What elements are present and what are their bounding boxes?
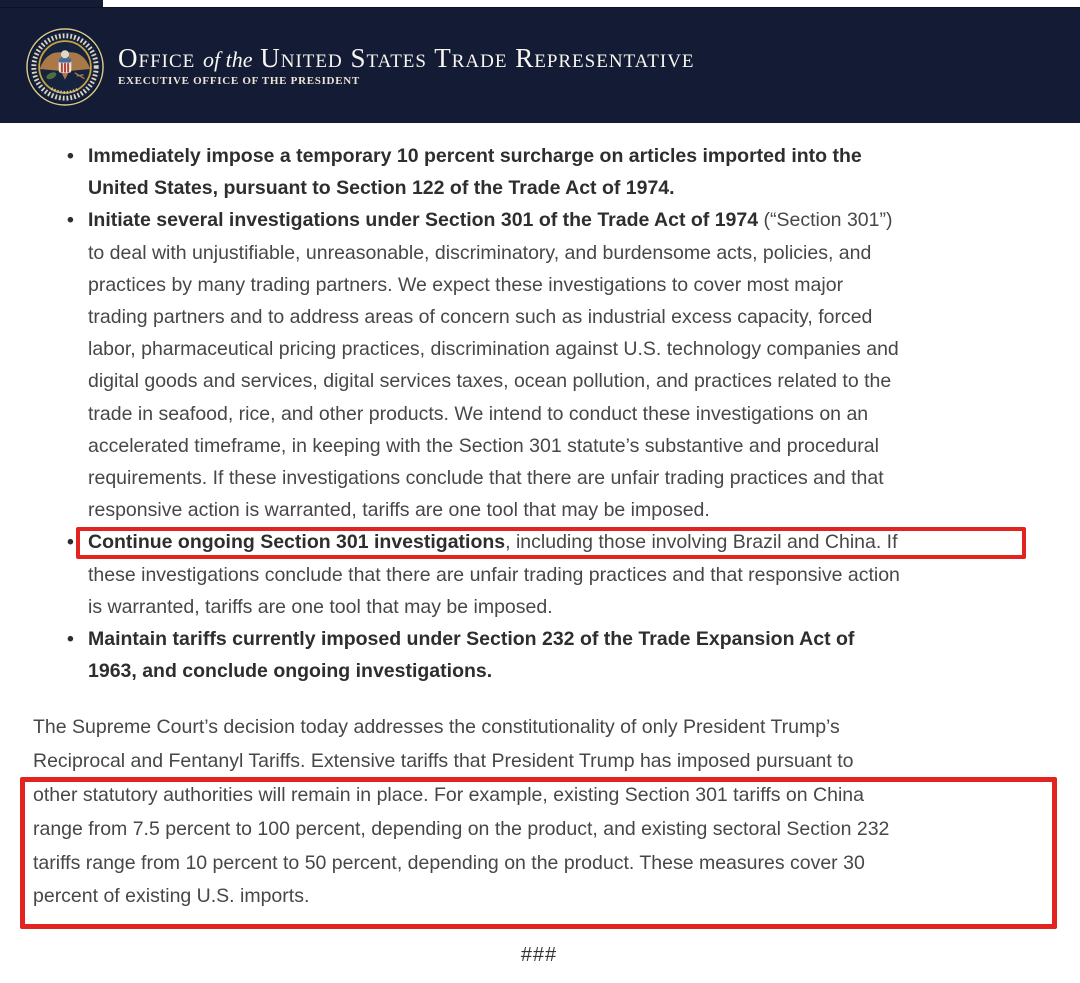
lead-rest: , including those involving Brazil and China. If xyxy=(505,531,898,554)
text-line: trade in seafood, rice, and other products. We intend to conduct these investigations on an xyxy=(88,402,869,425)
text-line: The Supreme Court’s decision today addresses the constitutionality of only President Trump’s xyxy=(33,716,840,739)
bullet-list xyxy=(88,140,1046,687)
lead-rest: (“Section 301”) xyxy=(758,209,893,232)
bullet-continue-investigations xyxy=(88,526,1046,623)
text-line: 1963, and conclude ongoing investigations. xyxy=(88,660,493,683)
text-line-highlighted: other statutory authorities will remain in place. For example, existing Section 301 tariffs on China xyxy=(33,784,864,807)
text-line-highlighted xyxy=(88,526,1046,558)
text-line: is warranted, tariffs are one tool that may be imposed. xyxy=(88,595,553,618)
text-line: these investigations conclude that there are unfair trading practices and that responsive action xyxy=(88,563,900,586)
text-line xyxy=(88,204,1046,236)
text-line: requirements. If these investigations conclude that there are unfair trading practices and that xyxy=(88,467,884,490)
bullet-maintain-tariffs xyxy=(88,623,1046,687)
text-line: accelerated timeframe, in keeping with the Section 301 statute’s substantive and procedural xyxy=(88,434,879,457)
text-line: responsive action is warranted, tariffs are one tool that may be imposed. xyxy=(88,499,710,522)
agency-title-of-the: of the xyxy=(203,46,253,72)
text-line: to deal with unjustifiable, unreasonable, discriminatory, and burdensome acts, policies, and xyxy=(88,241,872,264)
text-line: digital goods and services, digital services taxes, ocean pollution, and practices related to the xyxy=(88,370,892,393)
end-mark: ### xyxy=(520,944,558,967)
ustr-masthead xyxy=(0,7,1080,123)
text-line-highlighted: percent of existing U.S. imports. xyxy=(33,885,310,908)
agency-title xyxy=(118,44,695,74)
bold-lead: Initiate several investigations under Section 301 of the Trade Act of 1974 xyxy=(88,209,759,232)
ustr-seal-icon xyxy=(26,28,104,106)
text-line-highlighted: range from 7.5 percent to 100 percent, depending on the product, and existing sectoral Section 232 xyxy=(33,817,890,840)
agency-title-office: Office xyxy=(118,42,196,73)
masthead-text xyxy=(118,44,695,88)
bold-lead: Continue ongoing Section 301 investigations xyxy=(88,531,506,554)
text-line: labor, pharmaceutical pricing practices, discrimination against U.S. technology companies and xyxy=(88,338,899,361)
text-line: United States, pursuant to Section 122 of the Trade Act of 1974. xyxy=(88,177,675,200)
text-line: Reciprocal and Fentanyl Tariffs. Extensive tariffs that President Trump has imposed pursuant to xyxy=(33,750,854,773)
bullet-surcharge xyxy=(88,140,1046,204)
text-line: practices by many trading partners. We expect these investigations to cover most major xyxy=(88,273,844,296)
top-strip xyxy=(0,0,1080,7)
top-left-notch xyxy=(0,0,103,7)
agency-title-rest: United States Trade Representative xyxy=(260,42,695,73)
agency-subtitle: EXECUTIVE OFFICE OF THE PRESIDENT xyxy=(118,75,360,88)
closing-paragraph xyxy=(33,711,1047,914)
text-line-highlighted: tariffs range from 10 percent to 50 percent, depending on the product. These measures cover 30 xyxy=(33,851,865,874)
text-line: • Maintain tariffs currently imposed under Section 232 of the Trade Expansion Act of xyxy=(88,628,855,651)
document-body xyxy=(0,123,1080,967)
bullet-initiate-investigations xyxy=(88,204,1046,526)
text-line: • Immediately impose a temporary 10 percent surcharge on articles imported into the xyxy=(88,145,862,167)
text-line: trading partners and to address areas of concern such as industrial excess capacity, forced xyxy=(88,306,873,329)
